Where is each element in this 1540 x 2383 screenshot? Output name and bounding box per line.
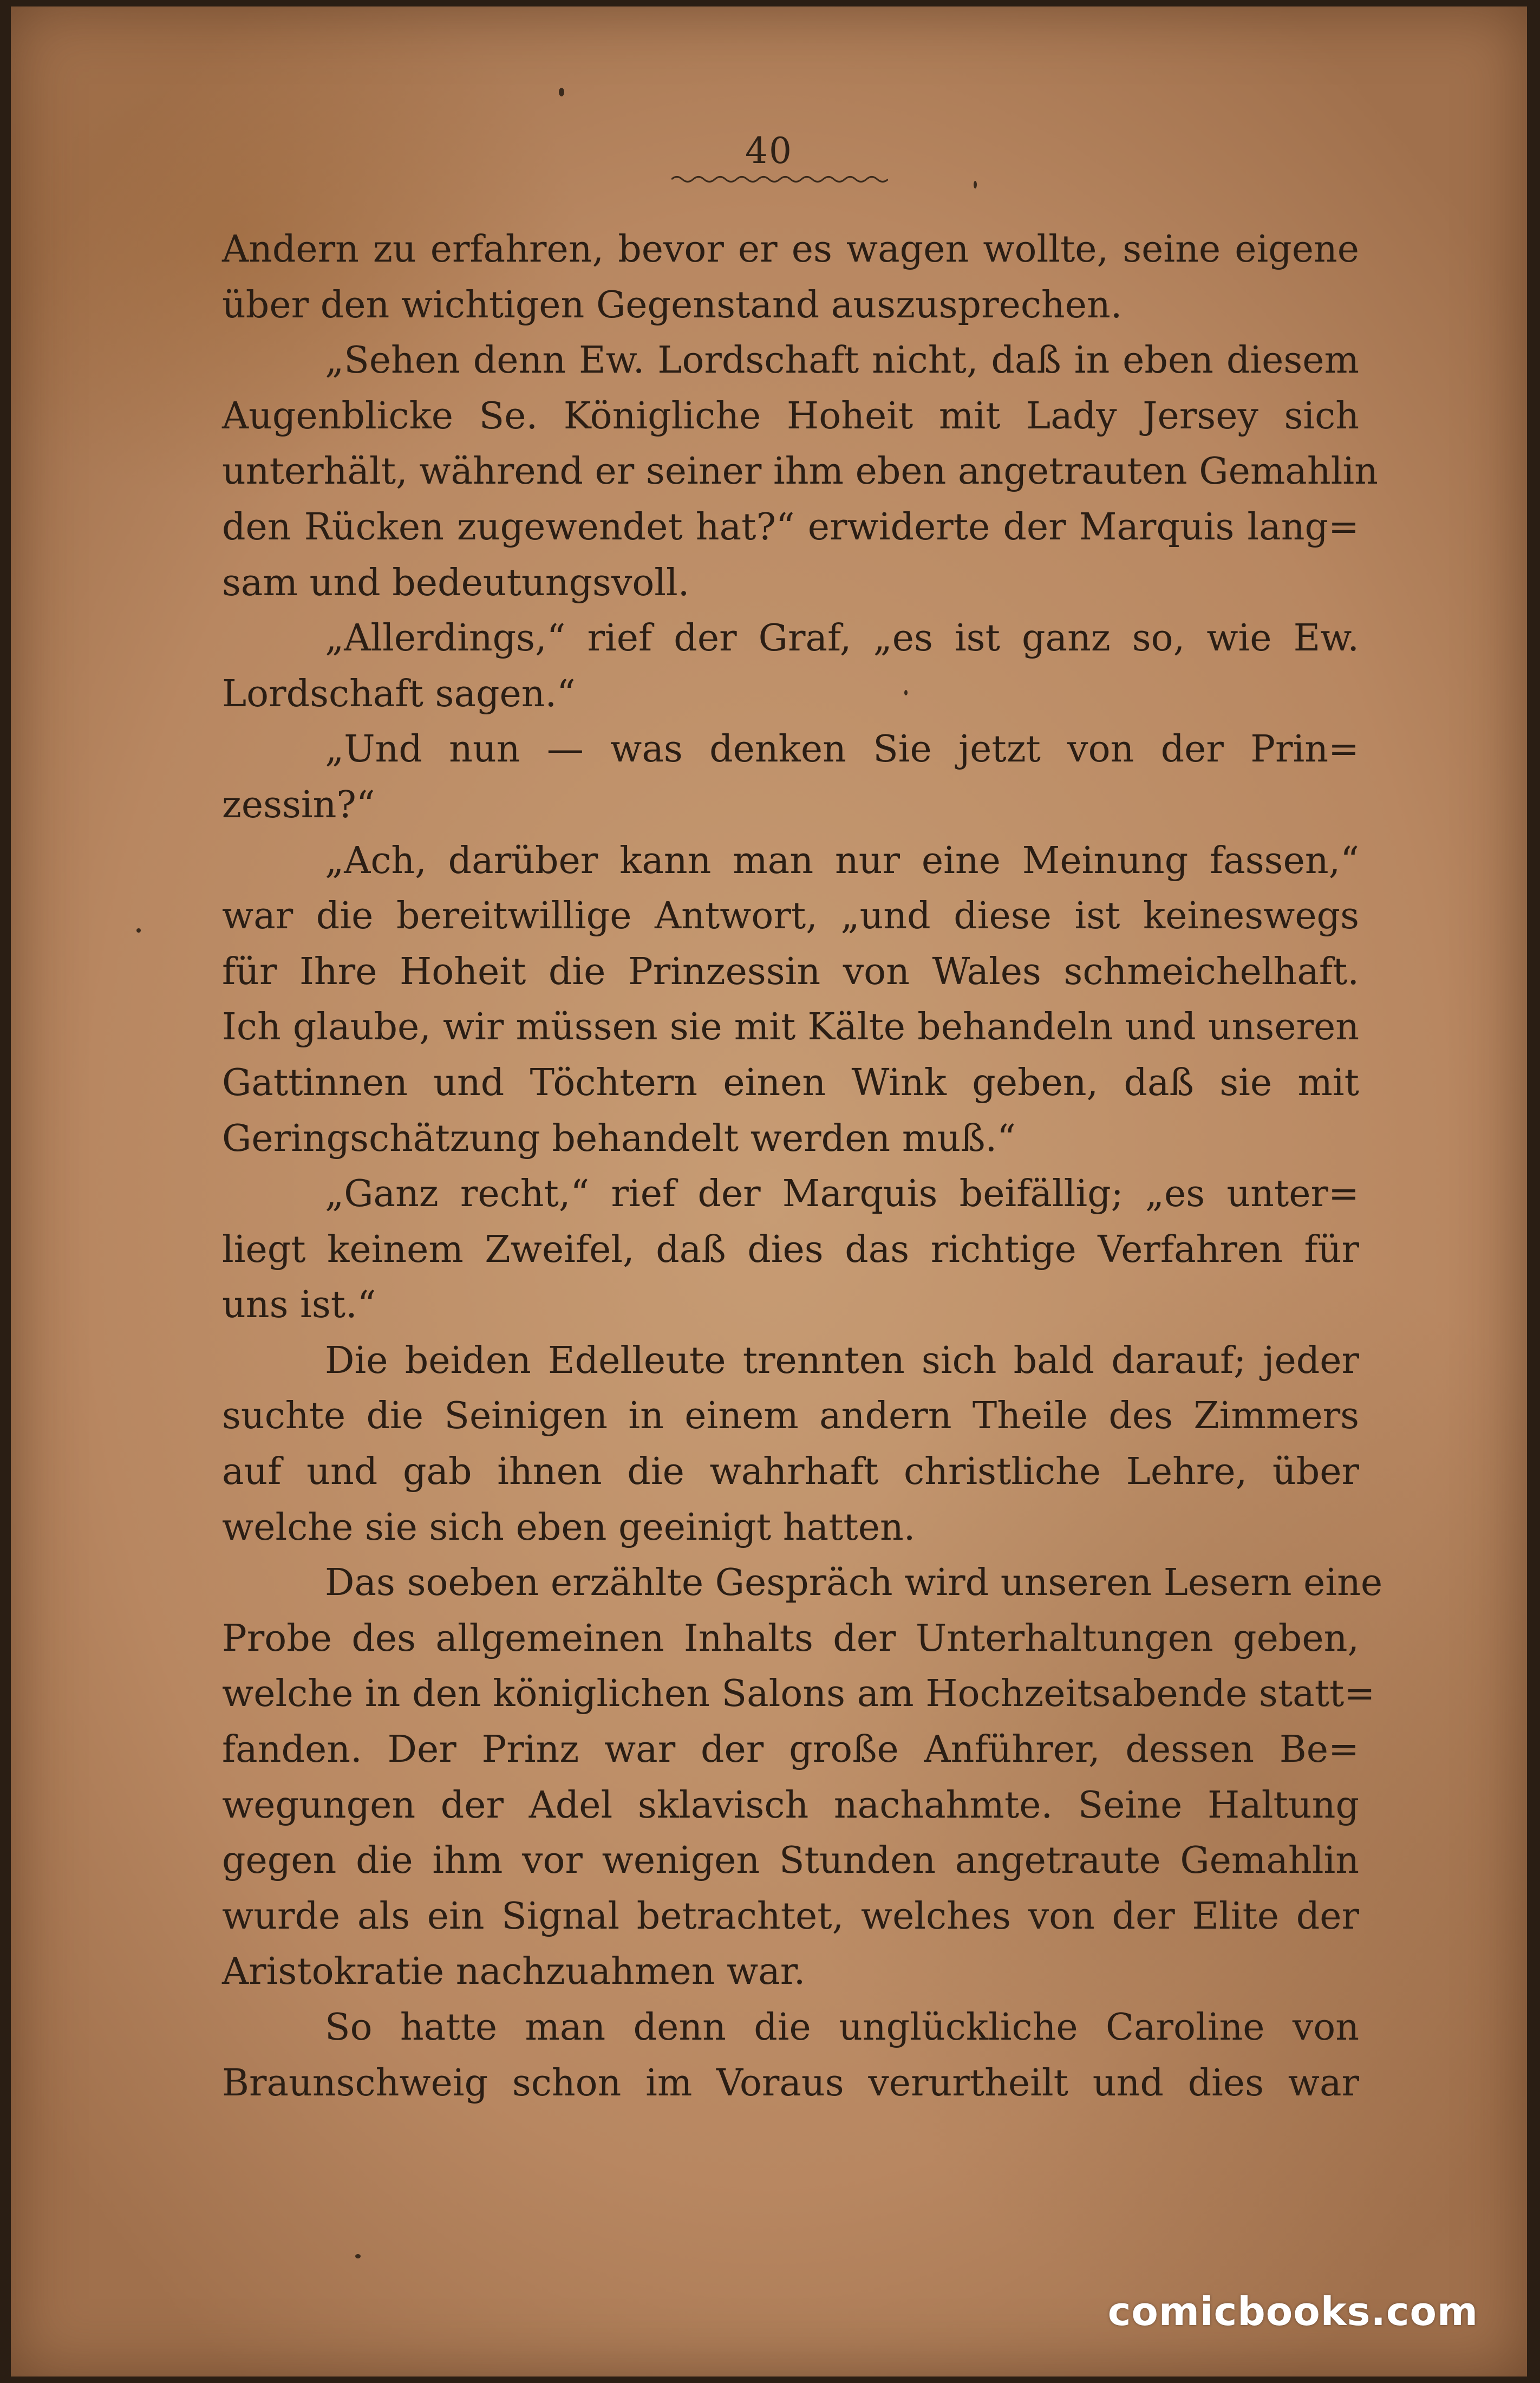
- text-line: welche sie sich eben geeinigt hatten.: [222, 1506, 916, 1549]
- text-line: den Rücken zugewendet hat?“ erwiderte der Marquis lang=: [222, 505, 1359, 549]
- text-line: Augenblicke Se. Königliche Hoheit mit Lady Jersey sich: [222, 394, 1359, 438]
- text-line: Das soeben erzählte Gespräch wird unseren Lesern eine: [325, 1561, 1383, 1605]
- watermark: comicbooks.com: [1107, 2289, 1478, 2334]
- text-line: Lordschaft sagen.“: [222, 672, 576, 715]
- text-line: wegungen der Adel sklavisch nachahmte. Seine Haltung: [222, 1783, 1359, 1827]
- text-line: Andern zu erfahren, bevor er es wagen wollte, seine eigene: [222, 228, 1359, 271]
- text-line: liegt keinem Zweifel, daß dies das richtige Verfahren für: [222, 1228, 1359, 1271]
- text-line: Gattinnen und Töchtern einen Wink geben, daß sie mit: [222, 1061, 1359, 1104]
- text-line: auf und gab ihnen die wahrhaft christliche Lehre, über: [222, 1450, 1359, 1494]
- book-page: [11, 6, 1527, 2377]
- text-line: „Sehen denn Ew. Lordschaft nicht, daß in eben diesem: [325, 339, 1359, 382]
- paper-speck: [974, 181, 977, 188]
- text-line: „Allerdings,“ rief der Graf, „es ist ganz so, wie Ew.: [325, 617, 1359, 660]
- text-line: über den wichtigen Gegenstand auszusprechen.: [222, 283, 1123, 327]
- text-line: gegen die ihm vor wenigen Stunden angetraute Gemahlin: [222, 1839, 1359, 1883]
- paper-speck: [136, 928, 141, 933]
- text-line: Geringschätzung behandelt werden muß.“: [222, 1117, 1016, 1160]
- text-line: „Und nun — was denken Sie jetzt von der Prin=: [325, 728, 1359, 771]
- ornamental-rule: [671, 173, 888, 185]
- text-line: So hatte man denn die unglückliche Caroline von: [325, 2006, 1359, 2049]
- text-line: für Ihre Hoheit die Prinzessin von Wales schmeichelhaft.: [222, 950, 1359, 993]
- text-line: sam und bedeutungsvoll.: [222, 561, 690, 604]
- text-line: Die beiden Edelleute trennten sich bald darauf; jeder: [325, 1339, 1359, 1382]
- text-line: suchte die Seinigen in einem andern Theile des Zimmers: [222, 1395, 1359, 1438]
- text-line: welche in den königlichen Salons am Hochzeitsabende statt=: [222, 1672, 1375, 1716]
- text-line: war die bereitwillige Antwort, „und diese ist keineswegs: [222, 895, 1359, 938]
- text-line: wurde als ein Signal betrachtet, welches von der Elite der: [222, 1894, 1359, 1938]
- paper-speck: [355, 2254, 361, 2258]
- text-line: fanden. Der Prinz war der große Anführer, dessen Be=: [222, 1728, 1359, 1772]
- text-line: unterhält, während er seiner ihm eben angetrauten Gemahlin: [222, 450, 1378, 493]
- paper-speck: [559, 88, 564, 96]
- page-number: 40: [745, 130, 793, 172]
- text-line: Braunschweig schon im Voraus verurtheilt und dies war: [222, 2061, 1359, 2105]
- text-line: Aristokratie nachzuahmen war.: [222, 1950, 806, 1994]
- text-line: Probe des allgemeinen Inhalts der Unterhaltungen geben,: [222, 1617, 1359, 1660]
- text-line: „Ach, darüber kann man nur eine Meinung fassen,“: [325, 839, 1359, 882]
- body-text: [222, 222, 1383, 2111]
- text-line: uns ist.“: [222, 1284, 376, 1327]
- paper-speck: [904, 690, 908, 695]
- text-line: „Ganz recht,“ rief der Marquis beifällig; „es unter=: [325, 1173, 1359, 1216]
- text-line: Ich glaube, wir müssen sie mit Kälte behandeln und unseren: [222, 1006, 1359, 1049]
- text-line: zessin?“: [222, 783, 375, 826]
